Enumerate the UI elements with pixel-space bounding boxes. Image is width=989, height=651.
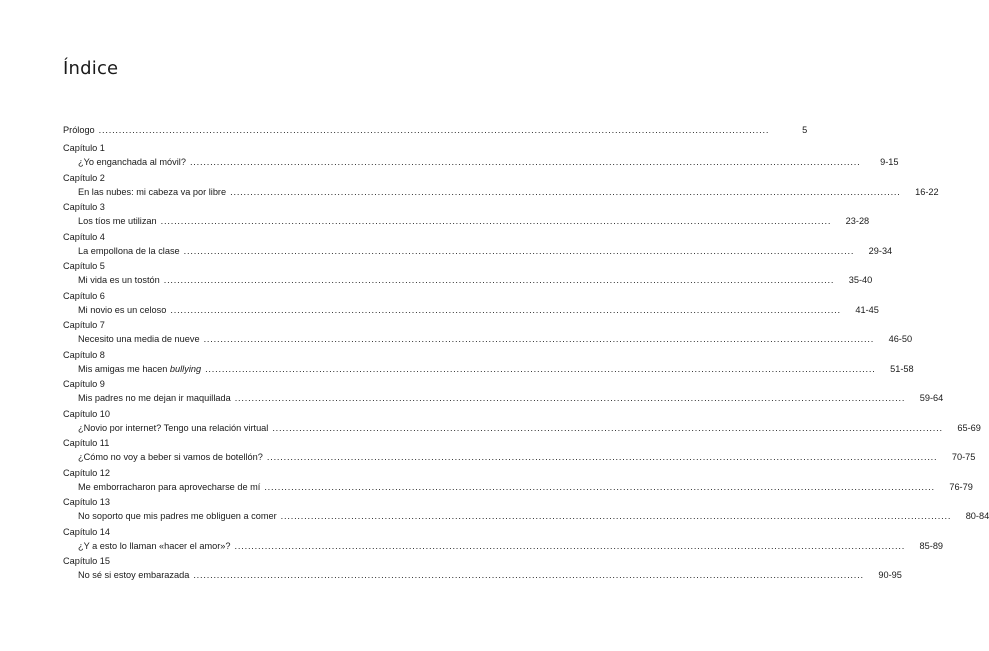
dot-leader: ........................................................................................................................................................................................................ [98,125,770,135]
chapter-title [78,570,189,581]
chapter-title [78,364,201,375]
chapter-title-text: No soporto que mis padres me obliguen a comer [78,511,277,521]
chapter-number: Capítulo 11 [63,438,110,448]
chapter-title-text: ¿Y a esto lo llaman «hacer el amor»? [78,540,231,551]
dot-leader: ........................................................................................................................................................................................................ [160,216,832,226]
chapter-title-text: Mi novio es un celoso [78,304,167,315]
chapter-number: Capítulo 8 [63,349,105,360]
chapter-title-text: La empollona de la clase [78,245,180,256]
chapter-title-text: Me emborracharon para aprovecharse de mí [78,481,261,492]
chapter-pages: 51-58 [890,363,914,374]
chapter-pages: 29-34 [868,245,893,256]
chapter-title [78,423,268,434]
chapter-pages: 9-15 [880,157,899,167]
toc-entry-chapter [63,172,939,203]
chapter-pages: 41-45 [855,304,879,315]
chapter-number: Capítulo 4 [63,231,105,242]
toc-entry-chapter [63,320,913,350]
chapter-title-text: Mi vida es un tostón [78,275,160,285]
toc-entry-pages: 5 [802,125,808,135]
chapter-number: Capítulo 1 [63,143,105,153]
toc-entry-chapter [63,379,944,409]
chapter-pages: 35-40 [848,275,873,285]
dot-leader: ........................................................................................................................................................................................................ [203,334,875,344]
toc-entry-chapter [63,290,879,321]
toc-entry-chapter [63,261,873,291]
toc-entry-chapter [63,438,976,468]
dot-leader: ........................................................................................................................................................................................................ [264,481,935,492]
chapter-title [78,216,157,227]
chapter-number: Capítulo 12 [63,467,110,478]
chapter-number: Capítulo 2 [63,172,105,183]
toc-entry-chapter [63,143,899,173]
dot-leader: ........................................................................................................................................................................................................ [230,186,901,197]
toc-entry-chapter [63,408,981,439]
dot-leader: ........................................................................................................................................................................................................ [205,363,876,374]
chapter-title [78,511,277,522]
chapter-title-text: Mis padres no me dejan ir maquillada [78,393,231,403]
chapter-title [78,305,166,316]
toc-entry-chapter [63,202,870,232]
chapter-number: Capítulo 3 [63,202,105,212]
chapter-pages: 85-89 [919,540,944,551]
toc-entry-chapter [63,467,973,498]
toc-entry-chapter [63,497,989,527]
page-title: Índice [63,58,119,79]
chapter-pages: 70-75 [951,452,976,462]
chapter-title [78,157,186,168]
chapter-number: Capítulo 7 [63,320,105,330]
toc-entry-prologue [63,125,808,143]
chapter-number: Capítulo 15 [63,556,110,566]
chapter-pages: 80-84 [965,511,989,521]
dot-leader: ........................................................................................................................................................................................................ [183,245,855,256]
chapter-title-text: ¿Yo enganchada al móvil? [78,157,186,167]
chapter-number: Capítulo 14 [63,526,110,537]
dot-leader: ........................................................................................................................................................................................................ [272,422,943,433]
chapter-title-text: ¿Cómo no voy a beber si vamos de botellón? [78,452,263,462]
chapter-title-text: Necesito una media de nueve [78,334,200,344]
chapter-pages: 65-69 [957,422,981,433]
chapter-number: Capítulo 13 [63,497,110,507]
chapter-title-text: ¿Novio por internet? Tengo una relación virtual [78,422,269,433]
chapter-title-italic: bullying [169,363,202,374]
chapter-title-text: Los tíos me utilizan [78,216,157,226]
dot-leader: ........................................................................................................................................................................................................ [193,570,864,580]
table-of-contents [63,125,989,586]
toc-entry-chapter [63,526,944,557]
chapter-title-text: Mis amigas me hacen [78,363,170,374]
chapter-pages: 90-95 [878,570,902,580]
toc-entry-title: Prólogo [63,125,95,135]
chapter-number: Capítulo 10 [63,408,110,419]
chapter-number: Capítulo 9 [63,379,105,389]
chapter-number: Capítulo 5 [63,261,105,271]
chapter-title [78,275,160,286]
dot-leader: ........................................................................................................................................................................................................ [163,275,835,285]
chapter-title [78,246,180,257]
dot-leader: ........................................................................................................................................................................................................ [280,511,952,521]
dot-leader: ........................................................................................................................................................................................................ [266,452,938,462]
chapter-title [78,187,226,198]
dot-leader: ........................................................................................................................................................................................................ [189,157,861,167]
chapter-list [63,143,989,586]
chapter-number: Capítulo 6 [63,290,105,301]
chapter-pages: 23-28 [845,216,870,226]
chapter-title [78,482,260,493]
chapter-title-text: En las nubes: mi cabeza va por libre [78,186,227,197]
dot-leader: ........................................................................................................................................................................................................ [234,540,906,551]
chapter-pages: 76-79 [949,481,973,492]
chapter-title-text: No sé si estoy embarazada [78,570,190,580]
chapter-title [78,452,263,463]
toc-entry-chapter [63,231,893,262]
chapter-title [78,393,231,404]
dot-leader: ........................................................................................................................................................................................................ [234,393,906,403]
toc-entry-chapter [63,556,902,586]
chapter-pages: 59-64 [919,393,944,403]
chapter-title [78,541,231,552]
dot-leader: ........................................................................................................................................................................................................ [170,304,841,315]
chapter-pages: 46-50 [888,334,913,344]
chapter-pages: 16-22 [915,186,939,197]
toc-entry-chapter [63,349,914,380]
chapter-title [78,334,200,345]
